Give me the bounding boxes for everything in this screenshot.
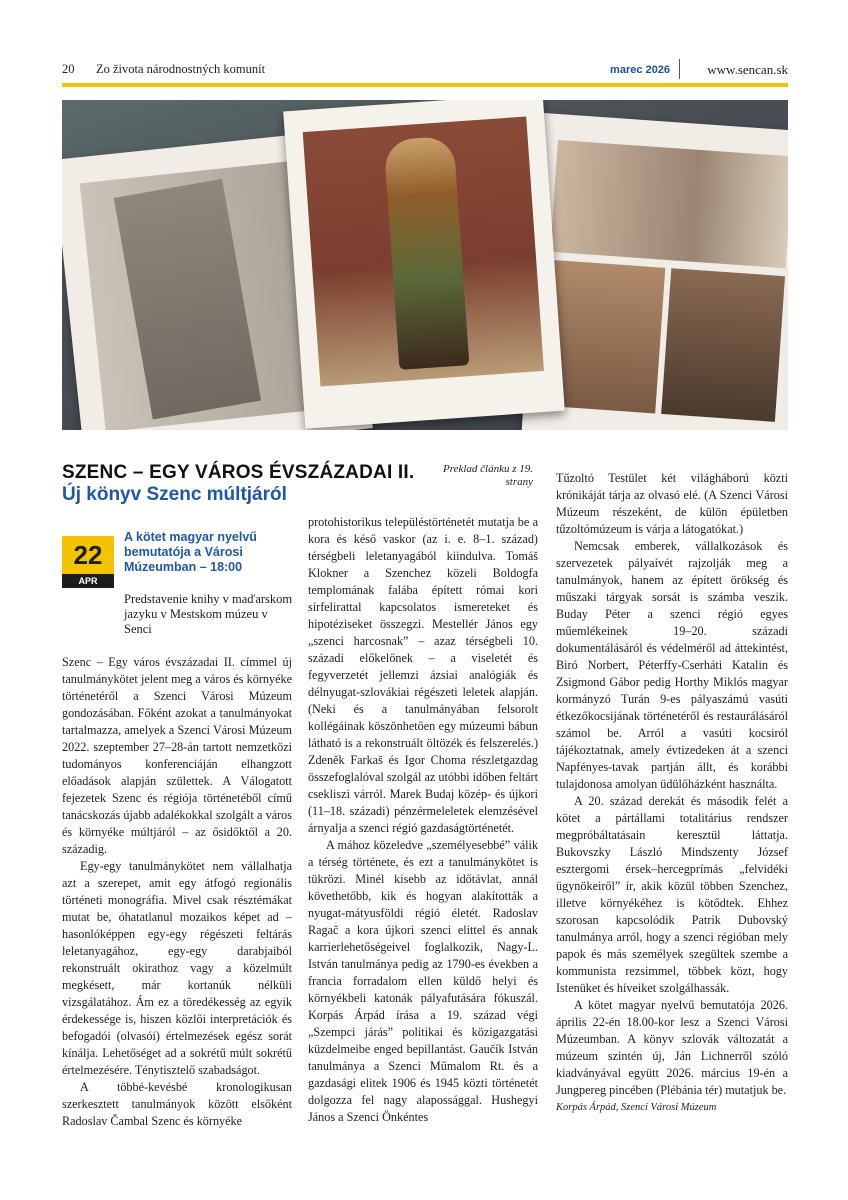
article-column-3 — [556, 470, 788, 1116]
event-month: APR — [62, 574, 114, 588]
header-rule — [62, 83, 788, 87]
event-date-badge — [62, 536, 114, 588]
paragraph: A mához közeledve „személyesebbé” válik a térség története, és ezt a tanulmánykötet is tükrözi. Minél kisebb az időtávlat, annál követhetőbb, kik és hogyan alakították a nyugat-mátyusföldi régió életét. Radoslav Ragač a kora újkori szenci elittel és annak karrierlehetőségeivel foglalkozik, Nagy-L. István tanulmánya pedig az 1790-es években a francia forradalom ellen küldő helyi és környékbeli katonák pályafutására fókuszál. Korpás Árpád írása a 19. század végi „Szempci járás” politikai és közigazgatási küzdelmeibe enged bepillantást. Gaučík István tanulmánya a Szenci Műmalom Rt. és a gazdasági elitek 1906 és 1945 közti történetét dolgozza fel nagy alapossággal. Hushegyi János a Szenci Önkéntes — [308, 838, 538, 1124]
section-title: Zo života národnostných komunít — [96, 62, 266, 76]
event-title-sk: Predstavenie knihy v maďarskom jazyku v Mestskom múzeu v Senci — [124, 592, 293, 636]
page-number: 20 — [62, 62, 75, 76]
site-url: www.sencan.sk — [707, 62, 788, 77]
event-day: 22 — [62, 536, 114, 574]
issue-date: marec 2026 — [610, 64, 670, 76]
train-car-interior-photo — [550, 140, 788, 268]
article-photo — [62, 100, 788, 430]
translation-note: Preklad článku z 19. strany — [443, 463, 534, 488]
article-column-2 — [308, 514, 538, 1126]
paragraph: A kötet magyar nyelvű bemutatója 2026. április 22-én 18.00-kor lesz a Szenci Városi Múzeumban. A könyv szlovák változatát a múzeum szintén új, Ján Lichnerről szóló kiadványával együtt 2026. március 19-én a Jungpereg pincében (Plébánia tér) mutatjuk be. — [556, 998, 788, 1097]
paragraph: protohistorikus településtörténetét mutatja be a kora és késő vaskor (az i. e. 8–1. század) térségbeli leletanyagából kiindulva. Tomáš Klokner a Szenchez közeli Boldogfa templomának falába épített római kori sírfelirattal kapcsolatos ismereteket és hipotéziseket összegzi. Mestellér János egy „szenci harcosnak” – azaz térségbeli 10. századi előkelőnek – a viseletét és fegyverzetét jellemzi ázsiai analógiák és délnyugat-szlovákiai régészeti leletek alapján. (Neki és a tanulmányában felsorolt kollégáinak köszönhetően egy múzeumi bábun látható is a rekonstruált öltözék és felszerelés.) Zdeněk Farkaš és Igor Choma részletgazdag összefoglalóval szolgál az utóbbi időben feltárt csekliszi várról. Marek Budaj közép- és újkori (11–18. századi) pénzérmeleletek elemzésével árnyalja a szenci régió gazdaságtörténetét. — [308, 515, 538, 835]
header-separator — [679, 59, 680, 79]
author-byline: Korpás Árpád, Szenci Városi Múzeum — [556, 1102, 717, 1113]
mannequin-figure — [383, 136, 469, 370]
book-page-middle — [283, 100, 565, 429]
article-column-1 — [62, 654, 292, 1130]
stone-slab — [114, 179, 261, 420]
paragraph: Nemcsak emberek, vállalkozások és szervezetek pályaívét rajzolják meg a tanulmányok, hanem az épített örökség és műszaki tárgyak sorsát is számba veszik. Buday Péter a szenci régió egyes műemlékeinek 19–20. századi dokumentálásáról és védelméről ad áttekintést, Biró Norbert, Péterffy-Cserháti Katalin és Zsigmond Gábor pedig Horthy Miklós magyar kormányzó Turán 9-es pályaszámú vasúti étkezőkocsijának történetéről és restaurálásáról számol be. Arról a vasúti kocsiról tájékoztatnak, amely évtizedeken át a szenci Napfényes-tavak partján állt, és korábbi tulajdonosa amolyan üdülőházként használta. — [556, 539, 788, 791]
page-header — [62, 58, 788, 82]
event-title-hu: A kötet magyar nyelvű bemutatója a Városi Múzeumban – 18:00 — [124, 530, 257, 574]
article-subtitle: Új könyv Szenc múltjáról — [62, 484, 287, 505]
paragraph: Tűzoltó Testület két világháború közti krónikáját tárja az olvasó elé. (A Szenci Városi Múzeum részeként, de külön épületben tűzoltómúzeum is várja a látogatókat.) — [556, 471, 788, 536]
article-title: SZENC – EGY VÁROS ÉVSZÁZADAI II. — [62, 462, 415, 483]
paragraph: Szenc – Egy város évszázadai II. címmel új tanulmánykötet jelent meg a város és környéke történetéről a Szenci Városi Múzeum gondozásában. Főként azokat a tanulmányokat tartalmazza, amelyek a Szenci Városi Múzeum 2022. szeptember 27–28-án tartott nemzetközi tudományos konferenciáján elhangzott előadások alapján születtek. A Válogatott fejezetek Szenc és régiója történetéből című tanácskozás újabb adalékokkal szolgált a város és környéke múltjáról – az ősidőktől a 20. századig. — [62, 655, 292, 856]
paragraph: A többé-kevésbé kronologikusan szerkesztett tanulmányok között elsőként Radoslav Čambal Szenc és környéke — [62, 1080, 292, 1128]
warrior-costume-photo — [303, 117, 544, 387]
train-corridor-photo — [661, 268, 785, 422]
paragraph: A 20. század derekát és második felét a kötet a pártállami totalitárius rendszer megpróbáltatásain keresztül láttatja. Bukovszky László Mindszenty József esztergomi érsek–hercegprímás „felvidéki ügynökeiről” ír, akik közül többen Szenchez, illetve környékéhez is kötődtek. Ehhez szorosan kapcsolódik Patrik Dubovský tanulmánya arról, hogy a szenci régióban mely papok és más személyek szegültek szembe a kommunista rezsimmel, többek közt, hogy Istenüket és híveiket szolgálhassák. — [556, 794, 788, 995]
paragraph: Egy-egy tanulmánykötet nem vállalhatja azt a szerepet, amit egy átfogó regionális történeti monográfia. Mivel csak résztémákat mutat be, óhatatlanul mozaikos képet ad – hasonlóképpen egy-egy régészeti feltárás leletanyagához, egy-egy darabjaiból rekonstruált okirathoz vagy a közelmúlt megkésett, már kortanúk nélküli vizsgálatához. Ám ez a töredékesség az egyik érdekessége is, hiszen közlői interpretációk és befogadói (olvasói) értelmezések egész sorát kínálja. Lehetőséget ad a sokrétű múlt sokrétű értelmezésére. Ténytisztelő szabadságot. — [62, 859, 292, 1077]
